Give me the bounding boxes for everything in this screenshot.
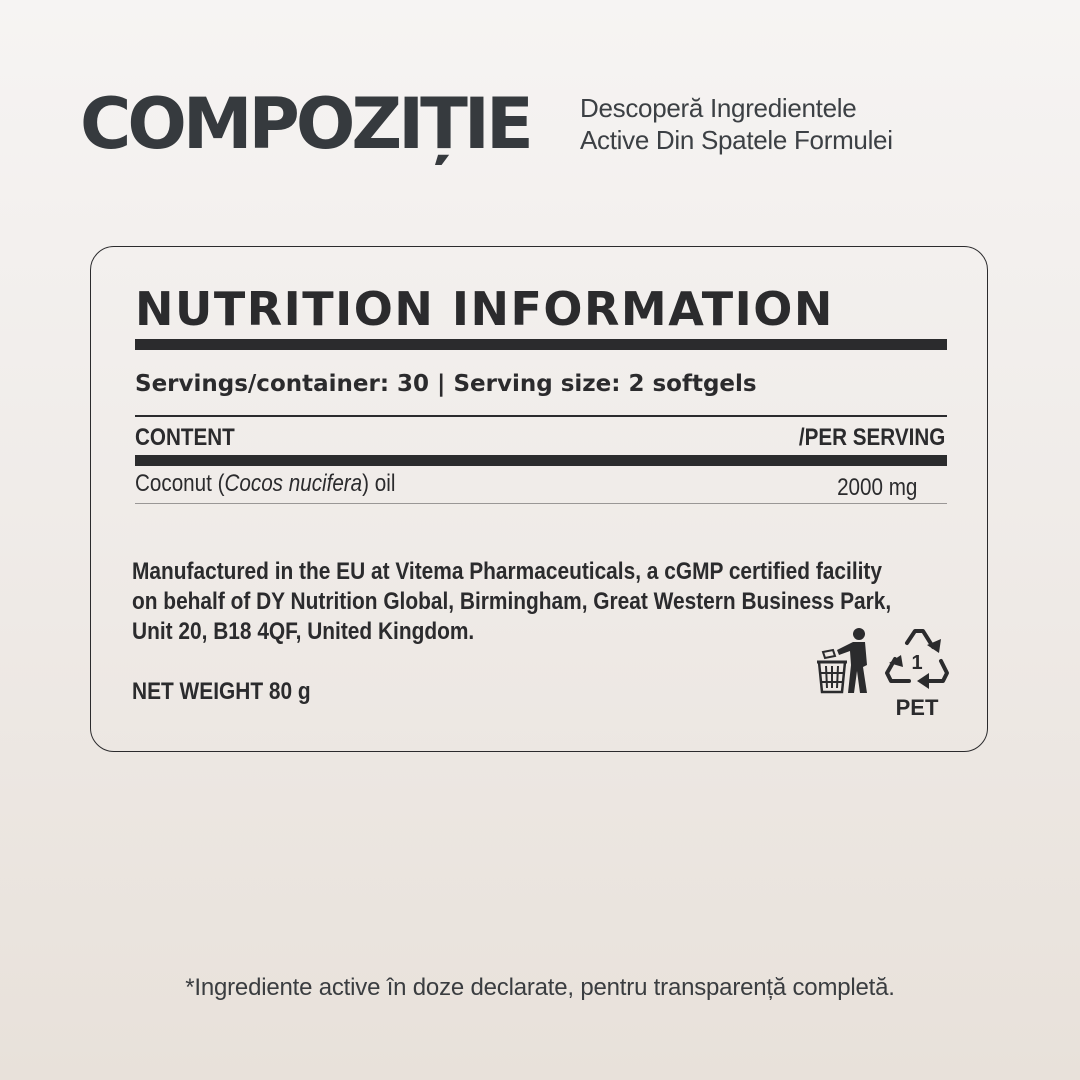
recycle-icon <box>883 627 951 693</box>
servings-info: Servings/container: 30 | Serving size: 2 softgels <box>135 371 757 397</box>
column-header-content: CONTENT <box>135 424 235 451</box>
manufacturer-line-2: on behalf of DY Nutrition Global, Birmingham, Great Western Business Park, <box>132 588 892 615</box>
row-divider <box>135 503 947 504</box>
tidyman-icon <box>817 625 875 695</box>
nutrition-label-card <box>90 246 988 752</box>
ingredient-name-prefix: Coconut ( <box>135 470 225 497</box>
ingredient-amount: 2000 mg <box>836 474 917 501</box>
header-divider <box>135 455 947 466</box>
page-title: COMPOZIȚIE <box>80 83 530 165</box>
nutrition-title: NUTRITION INFORMATION <box>135 282 834 336</box>
subtitle-line-1: Descoperă Ingredientele <box>580 93 857 123</box>
manufacturer-line-3: Unit 20, B18 4QF, United Kingdom. <box>132 618 475 645</box>
servings-divider <box>135 415 947 417</box>
recycle-number: 1 <box>911 652 923 674</box>
column-header-per-serving: /PER SERVING <box>798 424 945 451</box>
ingredient-name-suffix: ) oil <box>362 470 396 497</box>
footnote: *Ingrediente active în doze declarate, pentru transparență completă. <box>185 974 895 1001</box>
ingredient-name <box>135 469 395 499</box>
subtitle-line-2: Active Din Spatele Formulei <box>580 125 893 155</box>
net-weight: NET WEIGHT 80 g <box>132 678 311 705</box>
recycle-code: PET <box>895 695 939 720</box>
page-subtitle <box>580 92 1000 156</box>
manufacturer-line-1: Manufactured in the EU at Vitema Pharmaceuticals, a cGMP certified facility <box>132 558 883 585</box>
ingredient-latin-name: Cocos nucifera <box>224 470 363 497</box>
title-divider <box>135 339 947 350</box>
